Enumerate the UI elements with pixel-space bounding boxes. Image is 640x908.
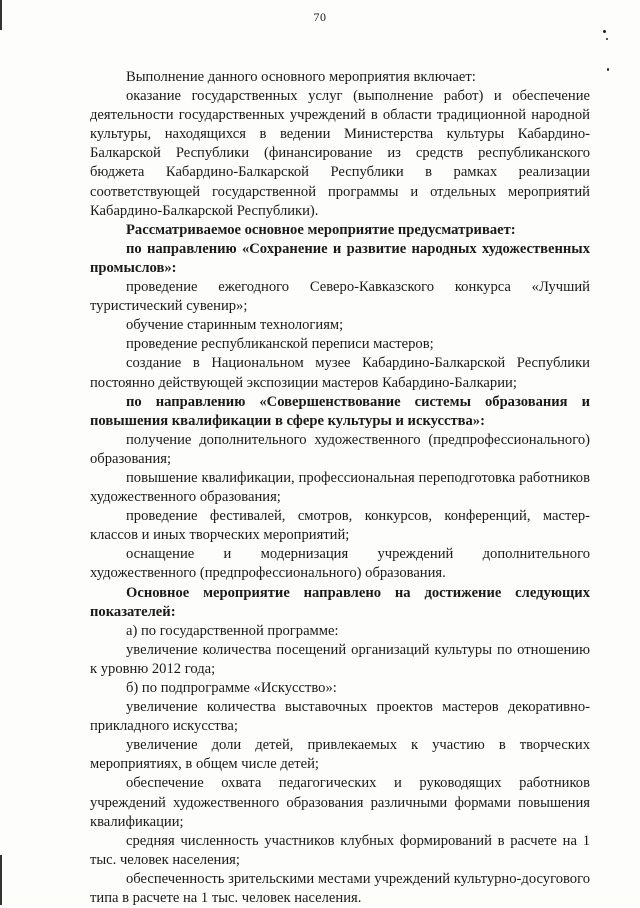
- paragraph: получение дополнительного художественного (предпрофессионального) образования;: [90, 431, 590, 467]
- paragraph: увеличение количества выставочных проектов мастеров декоративно-прикладного искусства;: [90, 699, 590, 735]
- paragraph-bold: по направлению «Сохранение и развитие народных художественных промыслов»:: [90, 240, 590, 276]
- paragraph: Выполнение данного основного мероприятия включает:: [126, 69, 476, 85]
- scan-speck: [603, 30, 606, 33]
- paragraph: увеличение количества посещений организаций культуры по отношению к уровню 2012 года;: [90, 641, 590, 677]
- paragraph: создание в Национальном музее Кабардино-Балкарской Республики постоянно действующей экспозиции мастеров Кабардино-Балкарии;: [90, 355, 590, 391]
- paragraph: б) по подпрограмме «Искусство»:: [126, 680, 337, 696]
- paragraph: средняя численность участников клубных формирований в расчете на 1 тыс. человек населения;: [90, 832, 590, 868]
- paragraph: проведение ежегодного Северо-Кавказского конкурса «Лучший туристический сувенир»;: [90, 279, 590, 315]
- paragraph: проведение фестивалей, смотров, конкурсов, конференций, мастер-классов и иных творческих мероприятий;: [90, 508, 590, 544]
- page-number: 70: [313, 10, 327, 24]
- scan-edge-top-left: [0, 0, 2, 30]
- paragraph: обеспечение охвата педагогических и руководящих работников учреждений художественного образования различными формами повышения квалификации;: [90, 775, 590, 830]
- paragraph: оказание государственных услуг (выполнение работ) и обеспечение деятельности государственных учреждений в области традиционной народной культуры, находящихся в ведении Министерства культуры Кабардино-Балкарской Республики (финансирование из средств республиканского бюджета Кабардино-Балкарской Республики в рамках реализации соответствующей государственной программы и отдельных мероприятий Кабардино-Балкарской Республики).: [90, 88, 590, 219]
- paragraph: оснащение и модернизация учреждений дополнительного художественного (предпрофессионального) образования.: [90, 546, 590, 582]
- paragraph: обеспеченность зрительскими местами учреждений культурно-досугового типа в расчете на 1 тыс. человек населения.: [90, 870, 590, 907]
- paragraph-bold: Основное мероприятие направлено на достижение следующих показателей:: [90, 584, 590, 620]
- paragraph: проведение республиканской переписи мастеров;: [126, 336, 434, 353]
- paragraph: обучение старинным технологиям;: [126, 317, 344, 334]
- scan-edge-bottom-left: [0, 855, 2, 905]
- paragraph-bold: по направлению «Совершенствование системы образования и повышения квалификации в сфере культуры и искусства»:: [90, 393, 590, 429]
- paragraph: повышение квалификации, профессиональная переподготовка работников художественного образования;: [90, 469, 590, 506]
- document-body: [90, 68, 590, 908]
- paragraph: увеличение доли детей, привлекаемых к участию в творческих мероприятиях, в общем числе детей;: [90, 737, 590, 773]
- scan-speck: [606, 38, 608, 40]
- paragraph-bold: Рассматриваемое основное мероприятие предусматривает:: [126, 221, 516, 238]
- paragraph: а) по государственной программе:: [126, 622, 339, 639]
- scan-speck: [607, 68, 609, 71]
